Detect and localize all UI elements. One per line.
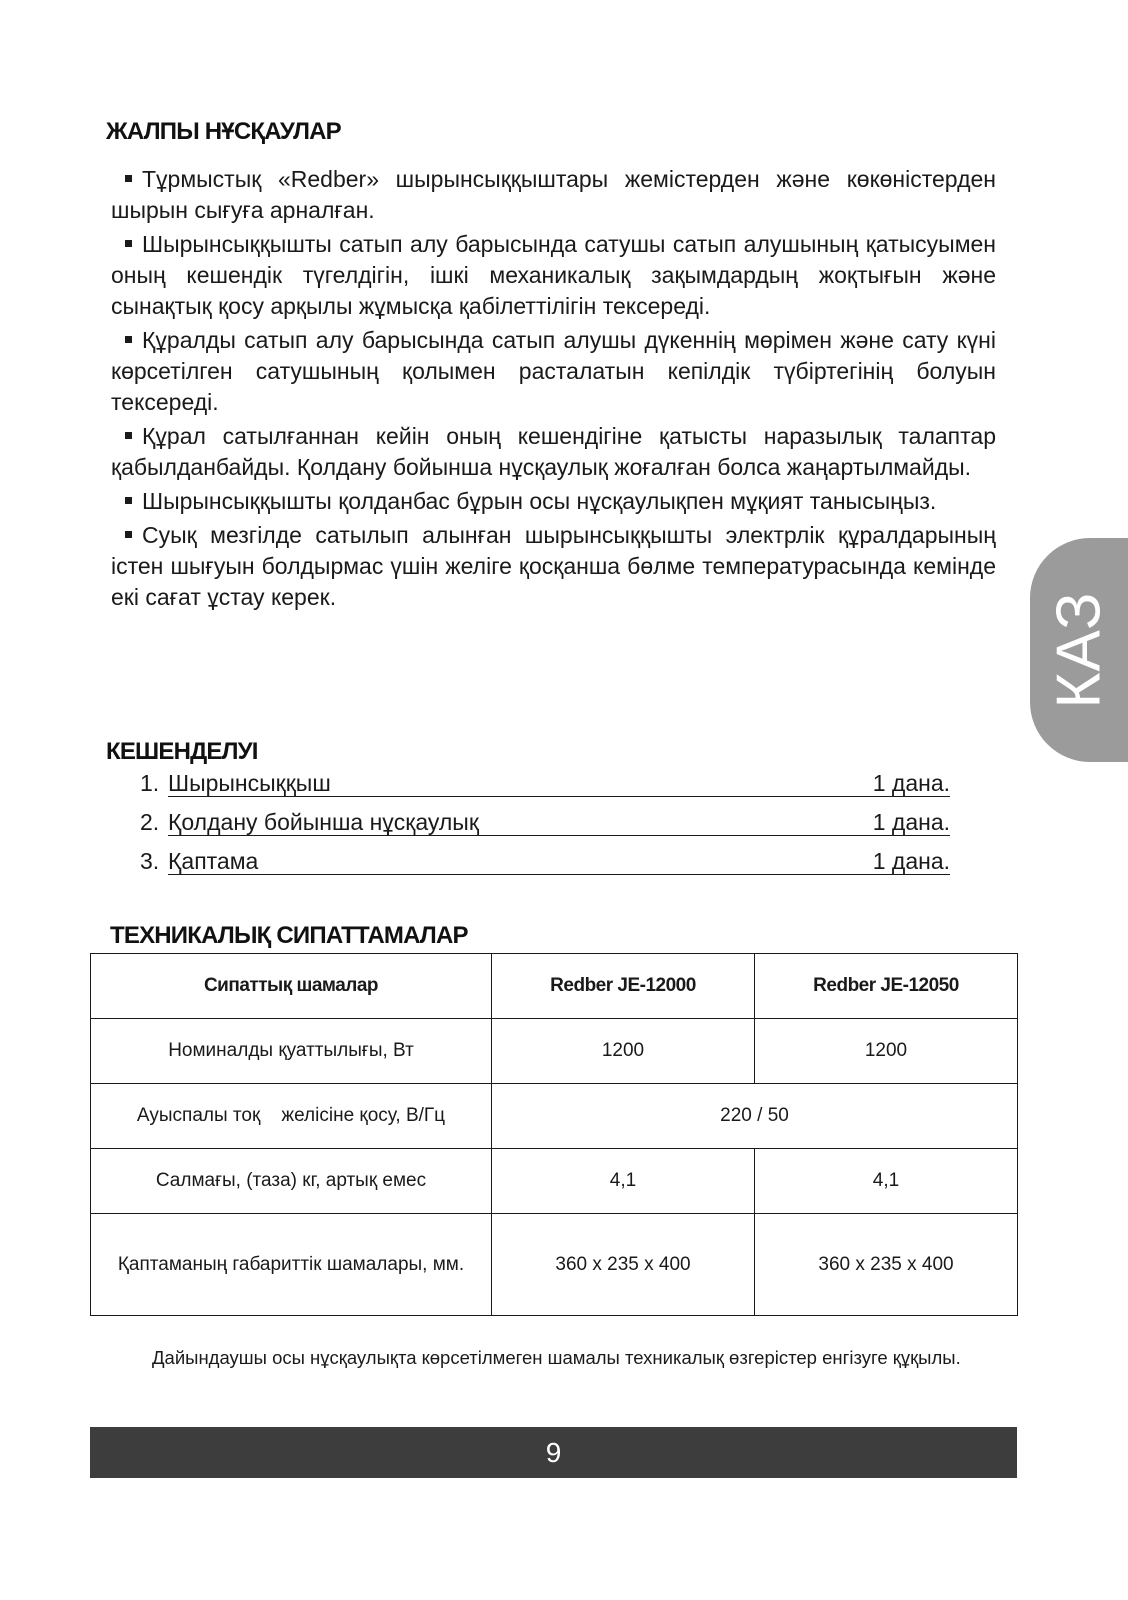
kit-item-number: 2.: [140, 809, 160, 835]
language-tab: [1030, 538, 1128, 762]
bullet-icon: [125, 531, 132, 538]
instruction-item: Шырынсыққышты сатып алу барысында сатушы сатып алушының қатысуымен оның кешендік түгелдігін, ішкі механикалық зақымдардың жоқтығын және сынақтық қосу арқылы жұмысқа қабілеттілігін тексереді.: [111, 231, 996, 319]
general-instructions: [111, 164, 996, 616]
kit-item-name: Шырынсыққыш: [168, 770, 331, 796]
page-number: 9: [545, 1437, 562, 1468]
spec-value: 1200: [492, 1019, 755, 1084]
bullet-icon: [125, 240, 132, 247]
spec-value: 4,1: [755, 1149, 1018, 1214]
instruction-item: Шырынсыққышты қолданбас бұрын осы нұсқаулықпен мұқият танысыңыз.: [111, 486, 996, 517]
kit-item-name: Қолдану бойынша нұсқаулық: [168, 809, 479, 835]
spec-value: 360 x 235 x 400: [755, 1214, 1018, 1316]
spec-row-voltage: [91, 1084, 1018, 1149]
bullet-icon: [125, 175, 132, 182]
bullet-icon: [125, 497, 132, 504]
spec-table: [90, 953, 1018, 1316]
manufacturer-note: Дайындаушы осы нұсқаулықта көрсетілмеген шамалы техникалық өзгерістер енгізуге құқылы.: [152, 1347, 961, 1368]
header-model-2: Redber JE-12050: [755, 954, 1018, 1019]
header-param: Сипаттық шамалар: [91, 954, 492, 1019]
spec-value: 360 x 235 x 400: [492, 1214, 755, 1316]
spec-row-dimensions: [91, 1214, 1018, 1316]
kit-list: [140, 770, 950, 887]
kit-item: [140, 770, 950, 809]
spec-param: Қаптаманың габариттік шамалары, мм.: [91, 1214, 492, 1316]
instruction-item: Суық мезгілде сатылып алынған шырынсыққышты электрлік құралдарының істен шығуын болдырмас үшін желіге қосқанша бөлме температурасында кемінде екі сағат ұстау керек.: [111, 522, 996, 610]
spec-param: Номиналды қуаттылығы, Вт: [91, 1019, 492, 1084]
instruction-item: Құрал сатылғаннан кейін оның кешендігіне қатысты наразылық талаптар қабылданбайды. Қолдану бойынша нұсқаулық жоғалған болса жаңартылмайды.: [111, 423, 996, 480]
section-heading-tech: ТЕХНИКАЛЫҚ СИПАТТАМАЛАР: [110, 922, 468, 949]
kit-item-name: Қаптама: [168, 848, 259, 874]
spec-row-power: [91, 1019, 1018, 1084]
section-heading-general: ЖАЛПЫ НҰСҚАУЛАР: [106, 118, 341, 145]
spec-value: 4,1: [492, 1149, 755, 1214]
spec-table-header: [91, 954, 1018, 1019]
header-model-1: Redber JE-12000: [492, 954, 755, 1019]
instruction-item: Құралды сатып алу барысында сатып алушы дүкеннің мөрімен және сату күні көрсетілген сатушының қолымен расталатын кепілдік түбіртегінің болуын тексереді.: [111, 327, 996, 415]
spec-row-weight: [91, 1149, 1018, 1214]
kit-item-number: 3.: [140, 848, 160, 874]
footer-bar: [90, 1427, 1017, 1478]
kit-item-number: 1.: [140, 770, 160, 796]
instruction-item: Тұрмыстық «Redber» шырынсыққыштары жемістерден және көкөністерден шырын сығуға арналған.: [111, 166, 996, 223]
spec-value-shared: 220 / 50: [492, 1084, 1018, 1149]
spec-param: Салмағы, (таза) кг, артық емес: [91, 1149, 492, 1214]
kit-item-qty: 1 дана.: [872, 770, 950, 796]
language-tab-label: КАЗ: [1044, 591, 1114, 709]
kit-item: [140, 848, 950, 887]
bullet-icon: [125, 336, 132, 343]
spec-value: 1200: [755, 1019, 1018, 1084]
section-heading-kit: КЕШЕНДЕЛУІ: [106, 738, 258, 765]
kit-item: [140, 809, 950, 848]
bullet-icon: [125, 432, 132, 439]
kit-item-qty: 1 дана.: [872, 848, 950, 874]
spec-param: Ауыспалы тоқ желісіне қосу, В/Гц: [91, 1084, 492, 1149]
kit-item-qty: 1 дана.: [872, 809, 950, 835]
